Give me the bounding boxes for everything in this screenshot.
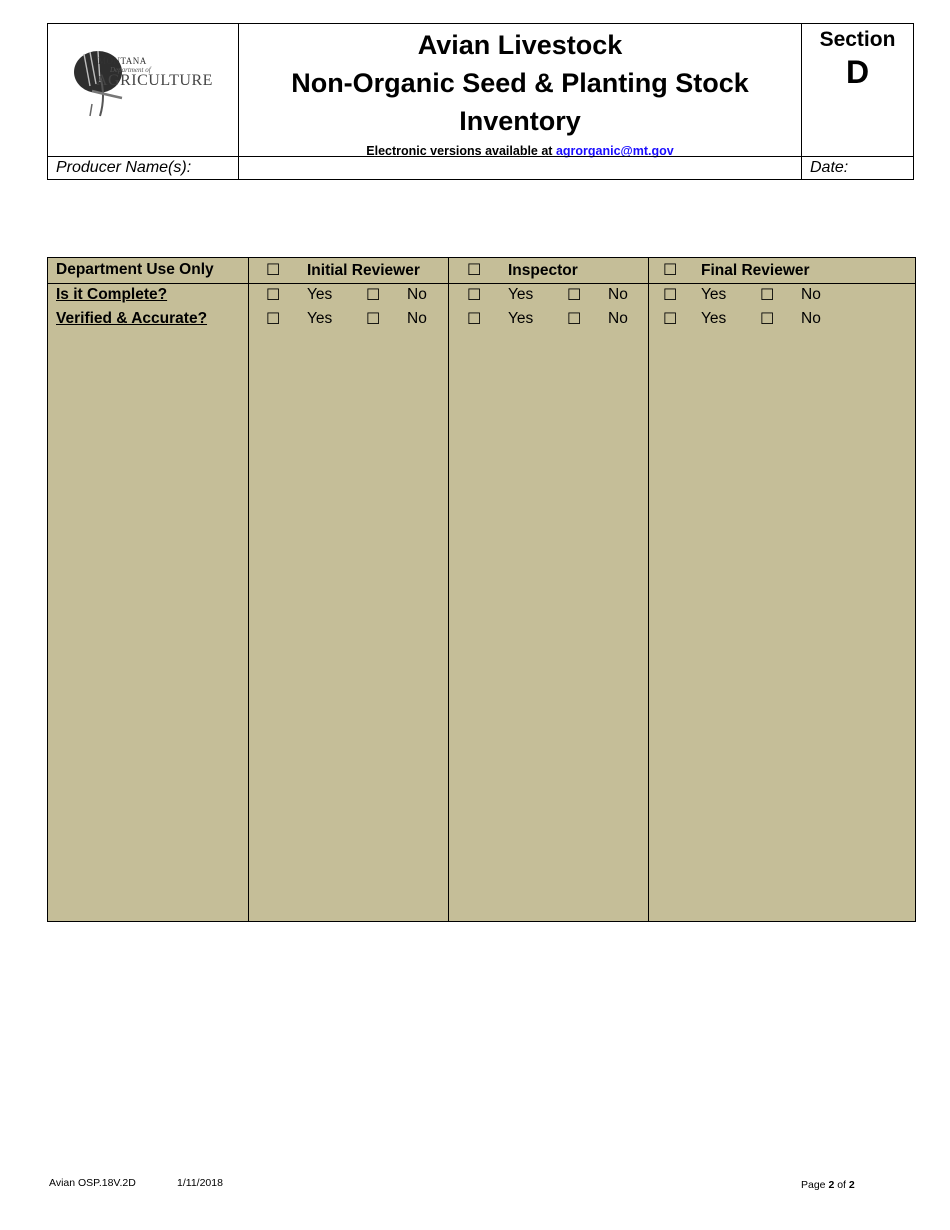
- header-divider: [48, 283, 915, 284]
- department-use-title: Department Use Only: [56, 261, 214, 278]
- section-cell: [801, 23, 914, 157]
- final-reviewer-label: Final Reviewer: [701, 262, 810, 279]
- form-date: 1/11/2018: [177, 1177, 223, 1189]
- montana-agriculture-logo: [70, 46, 220, 136]
- inspector-verified-yes-label: Yes: [508, 310, 534, 327]
- page-current: 2: [828, 1179, 835, 1191]
- initial-reviewer-checkbox[interactable]: ☐: [266, 260, 281, 279]
- page-prefix: Page: [801, 1179, 829, 1191]
- department-use-table: [47, 257, 916, 922]
- inspector-complete-yes-checkbox[interactable]: ☐: [467, 285, 482, 304]
- producer-name-label: Producer Name(s):: [56, 159, 192, 176]
- inspector-verified-no-checkbox[interactable]: ☐: [567, 309, 582, 328]
- initial-complete-yes-checkbox[interactable]: ☐: [266, 285, 281, 304]
- email-link[interactable]: agrorganic@mt.gov: [555, 144, 674, 158]
- title-line-3: Inventory: [459, 106, 581, 136]
- form-header: [47, 23, 914, 180]
- final-verified-no-checkbox[interactable]: ☐: [760, 309, 775, 328]
- final-complete-no-label: No: [801, 286, 821, 303]
- column-divider: [448, 258, 449, 921]
- inspector-verified-no-label: No: [608, 310, 628, 327]
- logo-text-montana: MONTANA: [98, 56, 147, 66]
- logo-text-agriculture: AGRICULTURE: [96, 72, 213, 89]
- final-complete-no-checkbox[interactable]: ☐: [760, 285, 775, 304]
- initial-verified-no-label: No: [407, 310, 427, 327]
- final-verified-yes-label: Yes: [701, 310, 727, 327]
- final-complete-yes-label: Yes: [701, 286, 727, 303]
- final-verified-no-label: No: [801, 310, 821, 327]
- form-id: Avian OSP.18V.2D: [49, 1177, 136, 1189]
- initial-verified-yes-label: Yes: [307, 310, 333, 327]
- is-complete-label: Is it Complete?: [56, 286, 168, 303]
- section-label: Section: [819, 28, 896, 51]
- inspector-label: Inspector: [508, 262, 578, 279]
- inspector-complete-no-label: No: [608, 286, 628, 303]
- page-total: 2: [848, 1179, 855, 1191]
- date-field[interactable]: [801, 156, 914, 180]
- initial-reviewer-label: Initial Reviewer: [307, 262, 420, 279]
- final-complete-yes-checkbox[interactable]: ☐: [663, 285, 678, 304]
- title-cell: [238, 23, 802, 157]
- inspector-checkbox[interactable]: ☐: [467, 260, 482, 279]
- inspector-complete-yes-label: Yes: [508, 286, 534, 303]
- producer-name-field[interactable]: [238, 156, 802, 180]
- page-of: of: [834, 1179, 849, 1191]
- initial-complete-no-label: No: [407, 286, 427, 303]
- title-line-1: Avian Livestock: [417, 30, 623, 60]
- initial-verified-yes-checkbox[interactable]: ☐: [266, 309, 281, 328]
- initial-complete-no-checkbox[interactable]: ☐: [366, 285, 381, 304]
- verified-accurate-label: Verified & Accurate?: [56, 310, 208, 327]
- logo-text-department-of: Department of: [110, 66, 151, 74]
- inspector-complete-no-checkbox[interactable]: ☐: [567, 285, 582, 304]
- page-number: [801, 1179, 855, 1191]
- initial-verified-no-checkbox[interactable]: ☐: [366, 309, 381, 328]
- title-line-2: Non-Organic Seed & Planting Stock: [291, 68, 749, 98]
- electronic-prefix: Electronic versions available at: [366, 144, 556, 158]
- date-label: Date:: [810, 159, 849, 176]
- final-verified-yes-checkbox[interactable]: ☐: [663, 309, 678, 328]
- inspector-verified-yes-checkbox[interactable]: ☐: [467, 309, 482, 328]
- producer-name-label-cell: [47, 156, 239, 180]
- column-divider: [248, 258, 249, 921]
- final-reviewer-checkbox[interactable]: ☐: [663, 260, 678, 279]
- logo-cell: [47, 23, 239, 157]
- initial-complete-yes-label: Yes: [307, 286, 333, 303]
- section-letter: D: [845, 54, 870, 90]
- column-divider: [648, 258, 649, 921]
